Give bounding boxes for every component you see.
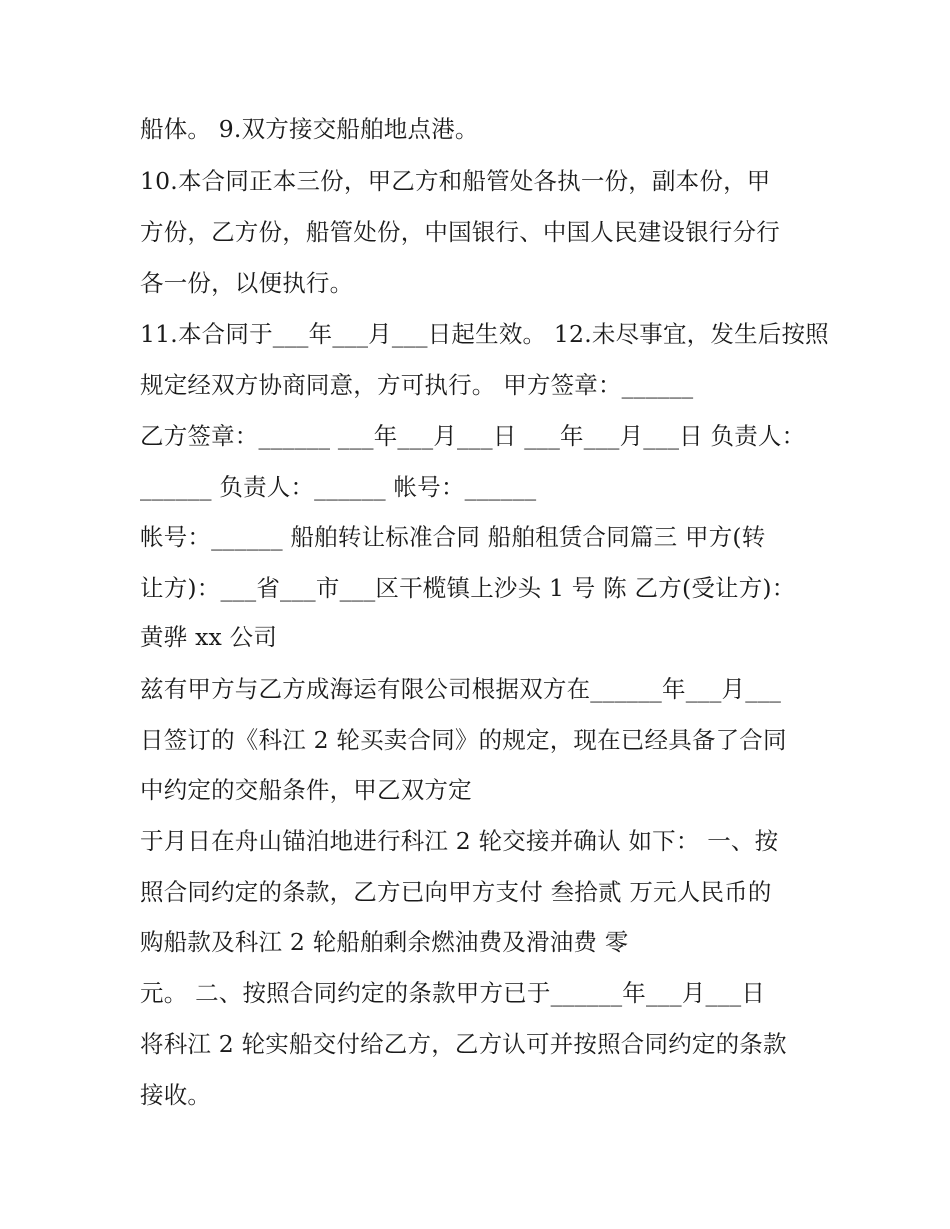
- text-line: 各一份，以便执行。: [140, 269, 354, 297]
- text-line: 规定经双方协商同意，方可执行。 甲方签章：______: [140, 371, 694, 399]
- text-line: 帐号：______ 船舶转让标准合同 船舶租赁合同篇三 甲方(转: [140, 523, 766, 551]
- text-line: 接收。: [140, 1081, 212, 1109]
- text-line: 兹有甲方与乙方成海运有限公司根据双方在______年___月___: [140, 675, 782, 703]
- text-line: 照合同约定的条款，乙方已向甲方支付 叁拾贰 万元人民币的: [140, 878, 772, 906]
- text-line: 元。 二、按照合同约定的条款甲方已于______年___月___日: [140, 979, 766, 1007]
- text-line: 11.本合同于___年___月___日起生效。 12.未尽事宜，发生后按照: [140, 320, 829, 348]
- text-line: 购船款及科江 2 轮船舶剩余燃油费及滑油费 零: [140, 928, 629, 956]
- text-line: ______ 负责人：______ 帐号：______: [140, 473, 537, 501]
- text-line: 将科江 2 轮实船交付给乙方，乙方认可并按照合同约定的条款: [140, 1030, 787, 1058]
- text-line: 乙方签章：______ ___年___月___日 ___年___月___日 负责人：: [140, 422, 806, 450]
- text-line: 于月日在舟山锚泊地进行科江 2 轮交接并确认 如下： 一、按: [140, 827, 779, 855]
- text-line: 黄骅 xx 公司: [140, 623, 278, 651]
- text-line: 日签订的《科江 2 轮买卖合同》的规定，现在已经具备了合同: [140, 726, 787, 754]
- text-line: 10.本合同正本三份，甲乙方和船管处各执一份，副本份，甲: [140, 167, 771, 195]
- text-line: 让方)：___省___市___区干榄镇上沙头 1 号 陈 乙方(受让方)：: [140, 574, 796, 602]
- text-line: 方份，乙方份，船管处份，中国银行、中国人民建设银行分行: [140, 218, 780, 246]
- text-line: 中约定的交船条件，甲乙双方定: [140, 776, 472, 804]
- text-line: 船体。 9.双方接交船舶地点港。: [140, 115, 479, 143]
